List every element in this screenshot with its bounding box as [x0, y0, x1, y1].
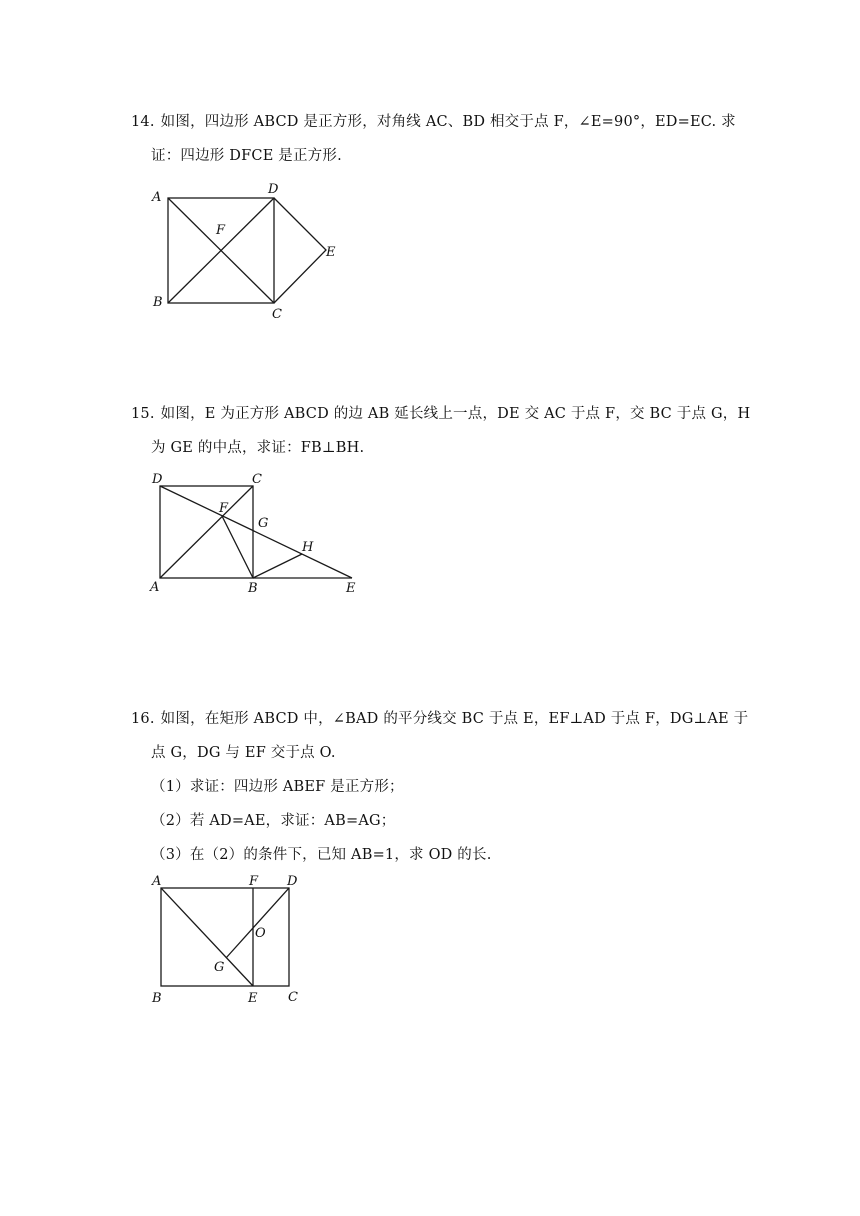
label-e: E: [346, 581, 356, 596]
label-e: E: [326, 245, 336, 260]
problem-16-text-4: （2）若 AD=AE，求证：AB=AG；: [151, 813, 396, 829]
problem-15-text-1: 如图，E 为正方形 ABCD 的边 AB 延长线上一点，DE 交 AC 于点 F，交 BC 于点 G，H: [160, 406, 751, 422]
label-h: H: [302, 540, 314, 555]
rectangle-abcd: [161, 888, 289, 986]
problem-15-text-2: 为 GE 的中点，求证：FB⊥BH.: [151, 440, 365, 456]
problem-14-text-1: 如图，四边形 ABCD 是正方形，对角线 AC、BD 相交于点 F，∠E=90°，ED=EC. 求: [160, 114, 736, 130]
problem-16-text-1: 如图，在矩形 ABCD 中，∠BAD 的平分线交 BC 于点 E，EF⊥AD 于点 F，DG⊥AE 于: [160, 711, 749, 727]
label-f: F: [249, 874, 259, 889]
problem-14-number: 14.: [131, 114, 155, 130]
label-b: B: [248, 581, 258, 596]
segment-dg: [226, 888, 289, 958]
label-a: A: [152, 874, 162, 889]
problem-16-text-2: 点 G，DG 与 EF 交于点 O.: [151, 745, 336, 761]
label-c: C: [252, 472, 262, 487]
problem-15-number: 15.: [131, 406, 155, 422]
label-b: B: [153, 295, 163, 310]
label-f: F: [216, 223, 226, 238]
label-g: G: [214, 960, 225, 975]
problem-16-text-3: （1）求证：四边形 ABEF 是正方形；: [151, 779, 404, 795]
label-a: A: [152, 190, 162, 205]
bisector-ae: [161, 888, 253, 986]
problem-14-text-2: 证：四边形 DFCE 是正方形.: [151, 148, 342, 164]
label-a: A: [150, 580, 160, 595]
problem-16-number: 16.: [131, 711, 155, 727]
label-f: F: [219, 501, 229, 516]
label-c: C: [288, 990, 298, 1005]
problem-16-text-5: （3）在（2）的条件下，已知 AB=1，求 OD 的长.: [151, 847, 492, 863]
label-e: E: [248, 991, 258, 1006]
label-g: G: [258, 516, 269, 531]
label-d: D: [268, 182, 279, 197]
label-c: C: [272, 307, 282, 322]
label-d: D: [152, 472, 163, 487]
label-o: O: [255, 926, 266, 941]
label-d: D: [287, 874, 298, 889]
label-b: B: [152, 991, 162, 1006]
